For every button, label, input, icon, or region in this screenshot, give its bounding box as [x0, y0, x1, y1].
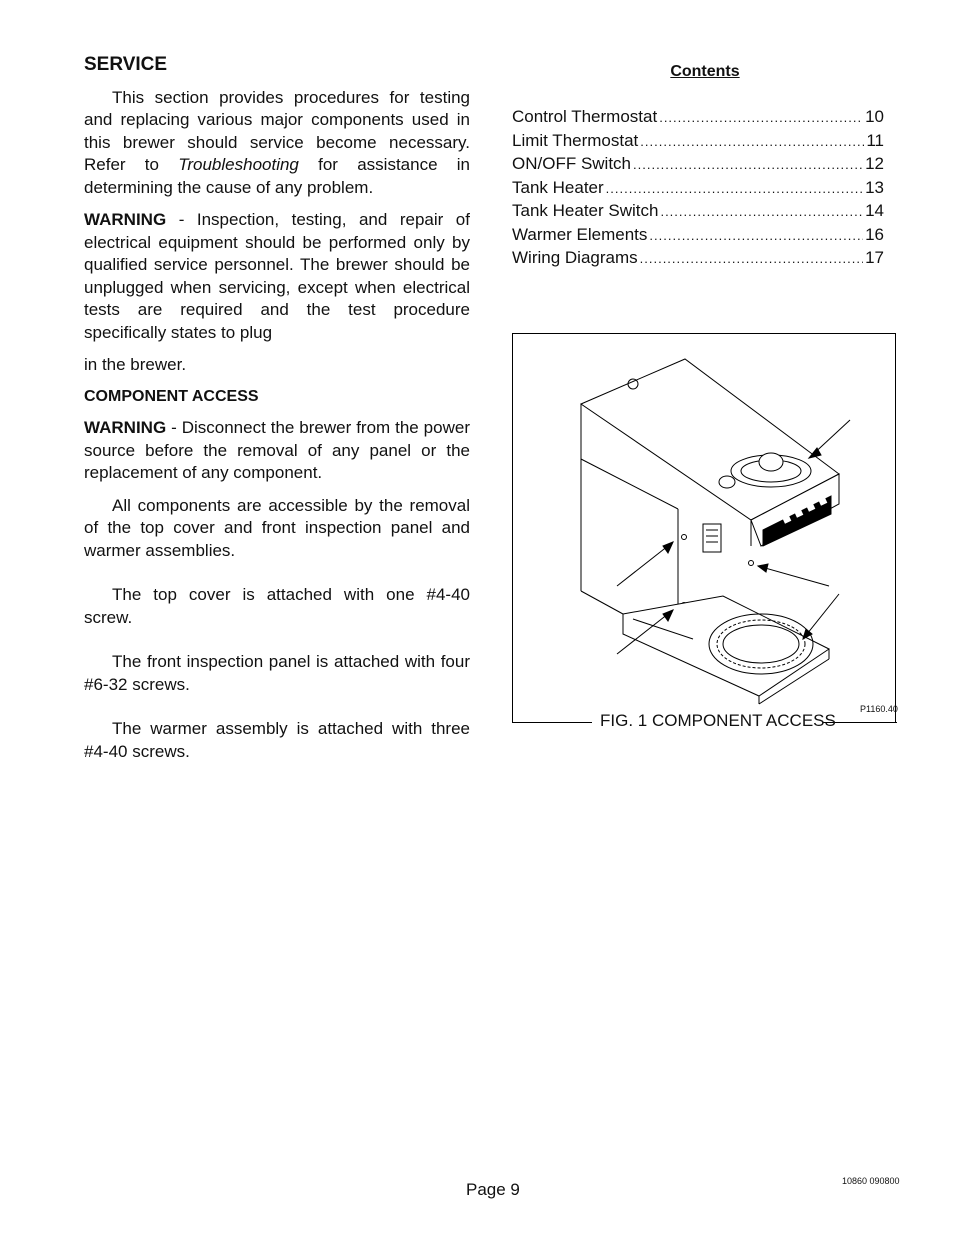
warning-paragraph-2: WARNING - Disconnect the brewer from the power source before the removal of any panel or the replacement of any component. — [84, 418, 470, 482]
warning-label: WARNING — [84, 210, 167, 229]
contents-title: Contents — [670, 63, 740, 80]
toc-item[interactable]: Wiring Diagrams ..... 17 — [512, 247, 884, 271]
warning-paragraph-1: WARNING - Inspection, testing, and repair of electrical equipment should be performed only by qualified service personnel. The brewer should be unplugged when servicing, except when electrical tests are required and the test procedure specifically states to plug — [84, 210, 470, 342]
troubleshooting-ref: Troubleshooting — [178, 155, 299, 174]
toc-item[interactable]: Control Thermostat ..... 10 — [512, 106, 884, 130]
access-paragraph: All components are accessible by the removal of the top cover and front inspection panel and warmer assemblies. — [84, 495, 470, 560]
section-title: SERVICE — [84, 54, 168, 75]
brewer-illustration — [513, 334, 897, 723]
figure-caption: FIG. 1 COMPONENT ACCESS — [600, 711, 836, 730]
warmer-paragraph: The warmer assembly is attached with three #4-40 screws. — [84, 719, 470, 761]
service-section — [84, 54, 470, 773]
figure-rule-left — [512, 722, 592, 723]
figure-frame — [512, 333, 896, 722]
warning-label: WARNING — [84, 418, 167, 437]
toc-item[interactable]: Limit Thermostat ..... 11 — [512, 130, 884, 154]
toc-item[interactable]: Warmer Elements ..... 16 — [512, 224, 884, 248]
table-of-contents — [512, 106, 884, 271]
figure-code: P1160.40 — [860, 704, 898, 714]
intro-paragraph: This section provides procedures for testing and replacing various major components used in this brewer should service become necessary. Refer to Troubleshooting for assistance in determining the cause of any problem. — [84, 87, 470, 197]
warning-paragraph-1-continued: in the brewer. — [84, 355, 187, 374]
component-access-heading: COMPONENT ACCESS — [84, 387, 259, 405]
top-cover-paragraph: The top cover is attached with one #4-40 screw. — [84, 585, 470, 627]
front-panel-paragraph: The front inspection panel is attached with four #6-32 screws. — [84, 652, 470, 694]
toc-item[interactable]: Tank Heater Switch ..... 14 — [512, 200, 884, 224]
toc-item[interactable]: ON/OFF Switch ..... 12 — [512, 153, 884, 177]
page-number: Page 9 — [466, 1180, 520, 1199]
document-code: 10860 090800 — [842, 1176, 900, 1186]
toc-item[interactable]: Tank Heater ..... 13 — [512, 177, 884, 201]
